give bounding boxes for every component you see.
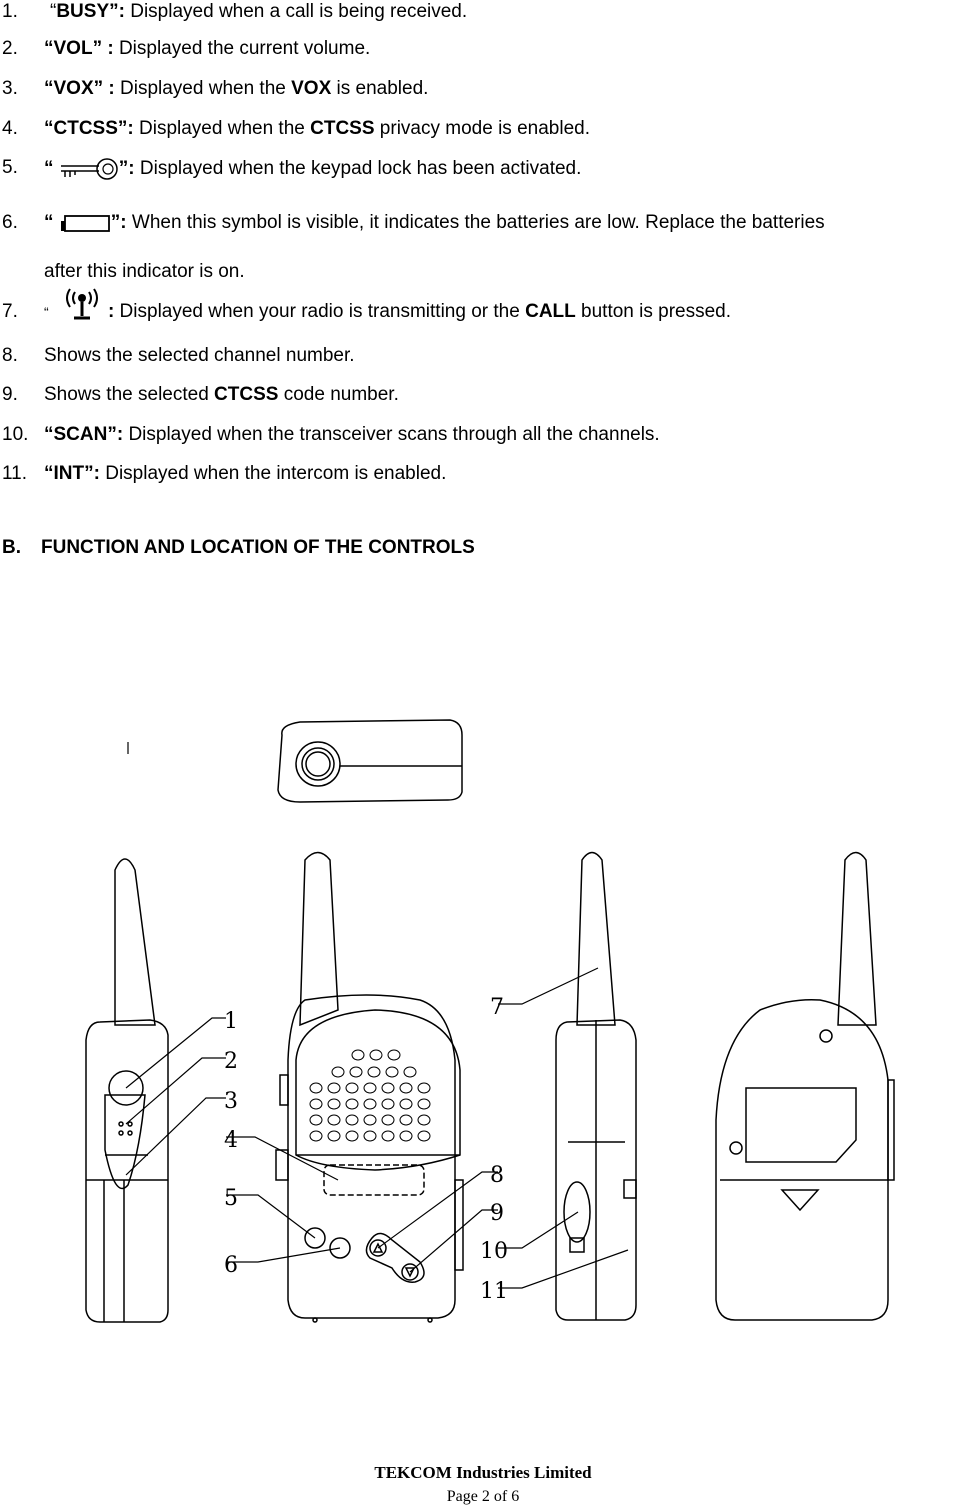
footer-company: TEKCOM Industries Limited (374, 1463, 592, 1482)
item-text: “VOX” : Displayed when the VOX is enabled. (44, 78, 429, 99)
callout-4: 4 (224, 1128, 238, 1153)
item-number: 1. (2, 1, 18, 22)
item-text: Shows the selected channel number. (44, 345, 355, 366)
callout-11: 11 (480, 1279, 508, 1304)
item-number: 10. (2, 424, 29, 445)
callout-3: 3 (224, 1089, 238, 1114)
callout-2: 2 (224, 1049, 238, 1074)
callout-8: 8 (490, 1163, 504, 1188)
radio-controls-diagram (0, 700, 966, 1340)
item-number: 5. (2, 157, 18, 178)
item-number: 6. (2, 212, 18, 233)
left-side-view (86, 859, 168, 1322)
key-icon (59, 156, 119, 182)
callout-numbers (224, 995, 508, 1304)
item-number: 11. (2, 463, 28, 484)
item-text: “ ”: When this symbol is visible, it indicates the batteries are low. Replace the batteries (44, 212, 825, 233)
callout-9: 9 (490, 1201, 504, 1226)
transmit-antenna-icon (60, 288, 108, 322)
item-text: “ ”: Displayed when the keypad lock has been activated. (44, 156, 581, 182)
item-text: “BUSY”: Displayed when a call is being received. (50, 1, 468, 22)
front-view (276, 853, 463, 1323)
callout-7: 7 (490, 995, 504, 1020)
item-text: Shows the selected CTCSS code number. (44, 384, 399, 405)
item-text: “INT”: Displayed when the intercom is enabled. (44, 463, 447, 484)
item-number: 9. (2, 384, 18, 405)
top-view (278, 720, 462, 802)
item-number: 4. (2, 118, 18, 139)
section-letter: B. (2, 537, 21, 558)
callout-10: 10 (480, 1239, 508, 1264)
footer-page-number: Page 2 of 6 (446, 1488, 520, 1505)
right-side-view (556, 853, 636, 1321)
item-number: 2. (2, 38, 18, 59)
item-number: 8. (2, 345, 18, 366)
item-text: “ : Displayed when your radio is transmitting or the CALL button is pressed. (44, 300, 731, 324)
item-text: “SCAN”: Displayed when the transceiver scans through all the channels. (44, 424, 660, 445)
section-heading (2, 537, 475, 559)
section-title: FUNCTION AND LOCATION OF THE CONTROLS (41, 537, 475, 558)
item-number: 7. (2, 301, 18, 322)
battery-low-icon (59, 213, 111, 233)
item-text: “VOL” : Displayed the current volume. (44, 38, 371, 59)
callout-6: 6 (224, 1253, 238, 1278)
item-number: 3. (2, 78, 18, 99)
callout-1: 1 (224, 1009, 238, 1034)
callout-5: 5 (224, 1186, 238, 1211)
item-text: after this indicator is on. (44, 261, 245, 282)
item-text: “CTCSS”: Displayed when the CTCSS privacy mode is enabled. (44, 118, 590, 139)
back-view (716, 853, 894, 1321)
